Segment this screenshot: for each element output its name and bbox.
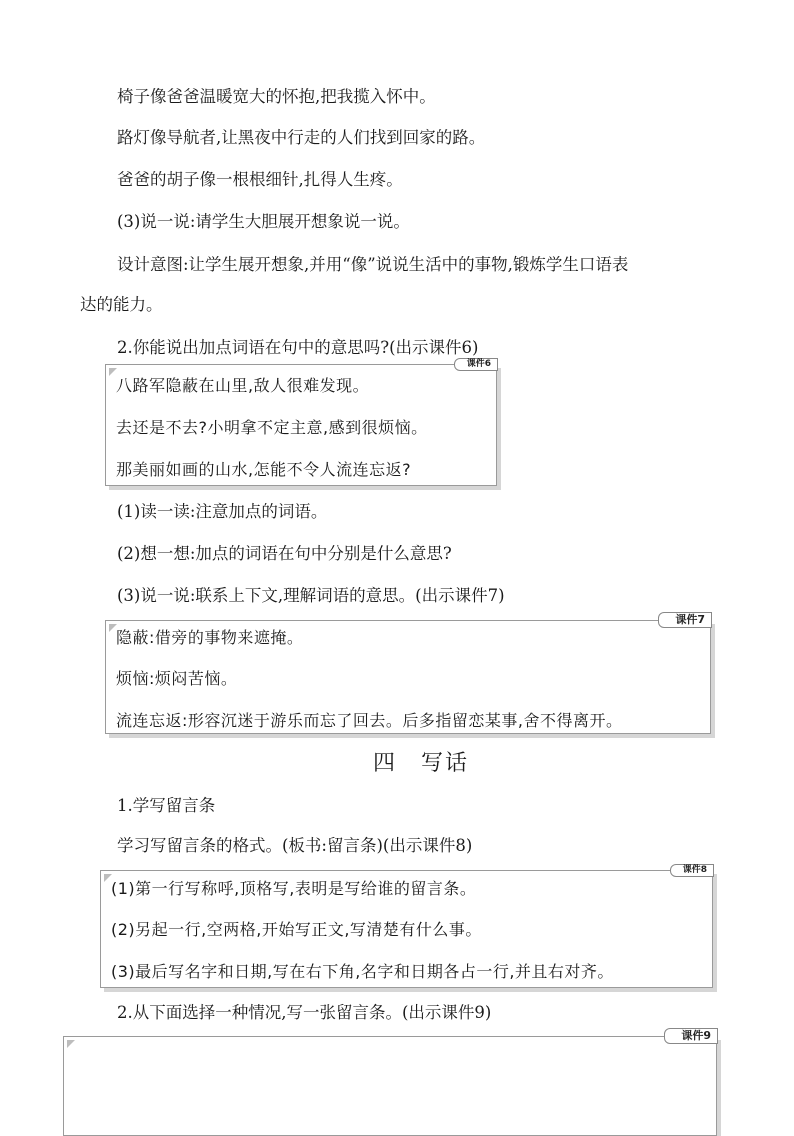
courseware-box-9 (63, 1029, 717, 1136)
text-line: (1)读一读:注意加点的词语。 (117, 502, 328, 521)
courseware-tab: 课件8 (670, 864, 714, 877)
box-item: 八路军隐蔽在山里,敌人很难发现。 (116, 376, 370, 395)
box-item: 那美丽如画的山水,怎能不令人流连忘返? (116, 460, 412, 479)
box-item: 流连忘返:形容沉迷于游乐而忘了回去。后多指留恋某事,舍不得离开。 (116, 711, 623, 730)
courseware-box-6 (105, 359, 497, 486)
box-item: 去还是不去?小明拿不定主意,感到很烦恼。 (116, 418, 428, 437)
text-line: 2.你能说出加点词语在句中的意思吗?(出示课件6) (117, 338, 479, 357)
courseware-box-7 (105, 613, 711, 734)
box-item: (1)第一行写称呼,顶格写,表明是写给谁的留言条。 (111, 879, 477, 898)
text-line: 1.学写留言条 (117, 796, 216, 815)
courseware-tab: 课件7 (658, 612, 712, 628)
text-line: (3)说一说:请学生大胆展开想象说一说。 (117, 212, 410, 231)
text-line: 设计意图:让学生展开想象,并用“像”说说生活中的事物,锻炼学生口语表 (117, 255, 629, 274)
box-item: (3)最后写名字和日期,写在右下角,名字和日期各占一行,并且右对齐。 (111, 962, 614, 981)
box-item: (2)另起一行,空两格,开始写正文,写清楚有什么事。 (111, 920, 482, 939)
text-line: 路灯像导航者,让黑夜中行走的人们找到回家的路。 (117, 128, 486, 147)
text-line: (2)想一想:加点的词语在句中分别是什么意思? (117, 544, 452, 563)
text-line: 2.从下面选择一种情况,写一张留言条。(出示课件9) (117, 1003, 492, 1022)
courseware-tab: 课件6 (454, 358, 498, 371)
courseware-tab: 课件9 (664, 1028, 718, 1044)
text-line: 学习写留言条的格式。(板书:留言条)(出示课件8) (117, 836, 473, 855)
courseware-box-8 (100, 865, 713, 988)
text-line: (3)说一说:联系上下文,理解词语的意思。(出示课件7) (117, 586, 505, 605)
box-item: 隐蔽:借旁的事物来遮掩。 (116, 628, 304, 647)
text-line: 椅子像爸爸温暖宽大的怀抱,把我揽入怀中。 (117, 87, 436, 106)
text-line: 达的能力。 (80, 295, 163, 314)
box-item: 烦恼:烦闷苦恼。 (116, 669, 238, 688)
corner-marker (67, 1040, 75, 1048)
text-line: 爸爸的胡子像一根根细针,扎得人生疼。 (117, 170, 403, 189)
section-heading: 四 写话 (373, 751, 470, 776)
